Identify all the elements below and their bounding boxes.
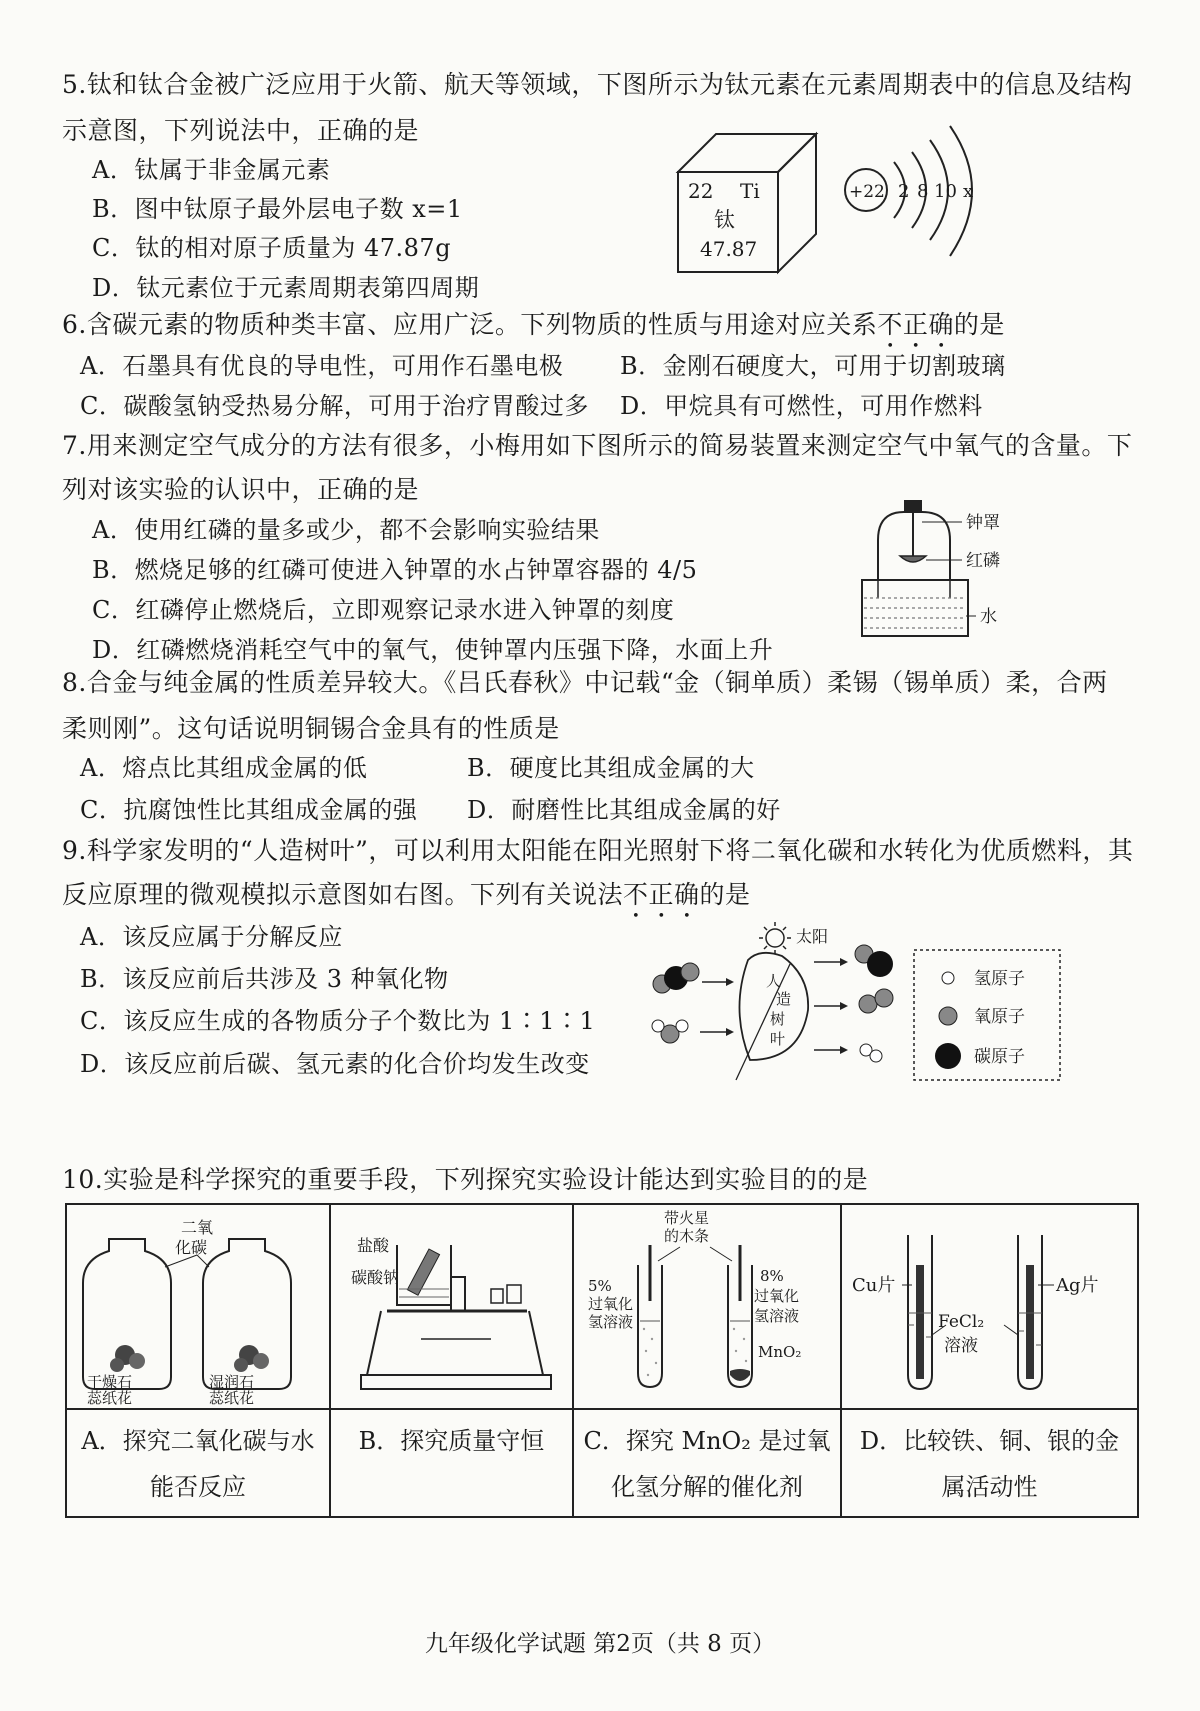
q5-option-a: A．钛属于非金属元素 xyxy=(92,156,331,184)
q7-option-c: C．红磷停止燃烧后，立即观察记录水进入钟罩的刻度 xyxy=(92,596,675,624)
q9-option-a: A．该反应属于分解反应 xyxy=(80,923,343,951)
q9-stem-line1: 9.科学家发明的“人造树叶”，可以利用太阳能在阳光照射下将二氧化碳和水转化为优质燃料，其 xyxy=(62,836,1134,865)
q5-stem-line2: 示意图，下列说法中，正确的是 xyxy=(62,116,420,145)
element-mass: 47.87 xyxy=(700,237,758,261)
q9-option-d: D．该反应前后碳、氢元素的化合价均发生改变 xyxy=(80,1050,590,1078)
q10-cell-d xyxy=(842,1205,1137,1516)
label-bell: 钟罩 xyxy=(966,513,1000,533)
q9-stem-post: 的是 xyxy=(699,880,751,909)
q8-option-c: C．抗腐蚀性比其组成金属的强 xyxy=(80,796,418,824)
q10-a-figure xyxy=(67,1205,329,1410)
b-test-tube xyxy=(407,1249,439,1295)
label-phosphorus: 红磷 xyxy=(966,551,1000,571)
c-left-label-3: 氢溶液 xyxy=(588,1313,634,1331)
q10-cell-a xyxy=(67,1205,331,1516)
h2-molecule-product xyxy=(860,1044,882,1062)
legend-carbon: 碳原子 xyxy=(974,1047,1025,1067)
c-mno2-solid xyxy=(730,1369,750,1381)
sun-label: 太阳 xyxy=(796,927,829,946)
b-acid-label: 盐酸 xyxy=(357,1236,390,1255)
q10-options-table xyxy=(65,1203,1139,1518)
a-gas-label-1: 二氧 xyxy=(181,1218,214,1237)
q9-option-b: B．该反应前后共涉及 3 种氧化物 xyxy=(80,965,449,993)
c-splint-label-1: 带火星 xyxy=(664,1209,710,1227)
d-ag-strip xyxy=(1026,1265,1034,1379)
sun-icon xyxy=(759,922,791,954)
q9-stem-emphasis: 不正确 xyxy=(623,880,700,909)
shell-2: 8 xyxy=(917,181,929,202)
q6-stem-post: 的是 xyxy=(953,310,1005,339)
q9-stem-line2 xyxy=(62,877,751,924)
o2-molecule-product xyxy=(859,989,893,1013)
c-left-label-2: 过氧化 xyxy=(588,1295,634,1313)
q10-stem: 10.实验是科学探究的重要手段，下列探究实验设计能达到实验目的的是 xyxy=(62,1165,869,1194)
q10-option-c: C．探究 MnO₂ 是过氧化氢分解的催化剂 xyxy=(583,1427,831,1501)
legend-hydrogen: 氢原子 xyxy=(974,969,1025,989)
leaf-char-4: 叶 xyxy=(770,1030,786,1048)
page-footer: 九年级化学试题 第2页（共 8 页） xyxy=(424,1631,776,1657)
q8-stem-line1: 8.合金与纯金属的性质差异较大。《吕氏春秋》中记载“金（铜单质）柔锡（锡单质）柔，合两 xyxy=(62,668,1108,697)
co-molecule-product xyxy=(855,945,893,977)
stopper xyxy=(904,500,922,512)
q7-stem-line2: 列对该实验的认识中，正确的是 xyxy=(62,475,420,504)
q5-option-d: D．钛元素位于元素周期表第四周期 xyxy=(92,274,480,302)
q6-option-b: B．金刚石硬度大，可用于切割玻璃 xyxy=(620,352,1006,380)
q8-option-a: A．熔点比其组成金属的低 xyxy=(80,754,368,782)
a-right-label-1: 湿润石 xyxy=(209,1373,255,1391)
q6-option-d: D．甲烷具有可燃性，可用作燃料 xyxy=(620,392,983,420)
d-sol-label-2: 溶液 xyxy=(944,1336,978,1356)
co2-molecule-left xyxy=(653,963,699,993)
c-right-label-1: 8% xyxy=(760,1267,784,1285)
q6-stem-emphasis: 不正确 xyxy=(877,310,954,339)
c-mno2-label: MnO₂ xyxy=(758,1343,802,1361)
q9-option-c: C．该反应生成的各物质分子个数比为 1∶1∶1 xyxy=(80,1007,596,1035)
q7-option-a: A．使用红磷的量多或少，都不会影响实验结果 xyxy=(92,516,600,544)
q6-stem xyxy=(62,307,1005,354)
phosphorus-spoon xyxy=(900,556,926,562)
c-right-label-3: 氢溶液 xyxy=(754,1307,800,1325)
a-left-label-2: 蕊纸花 xyxy=(87,1389,133,1405)
atom-structure xyxy=(845,126,973,256)
bell-jar-apparatus xyxy=(858,498,1068,658)
q8-stem-line2: 柔则刚”。这句话说明铜锡合金具有的性质是 xyxy=(62,714,560,743)
b-balance-base xyxy=(361,1375,551,1389)
element-symbol: Ti xyxy=(740,179,760,203)
q8-option-d: D．耐磨性比其组成金属的好 xyxy=(467,796,781,824)
q10-c-figure xyxy=(574,1205,840,1410)
q10-option-b: B．探究质量守恒 xyxy=(358,1427,545,1455)
q6-option-a: A．石墨具有优良的导电性，可用作石墨电极 xyxy=(80,352,564,380)
q7-option-d: D．红磷燃烧消耗空气中的氧气，使钟罩内压强下降，水面上升 xyxy=(92,636,774,664)
q10-cell-b xyxy=(331,1205,574,1516)
d-sol-label-1: FeCl₂ xyxy=(938,1312,985,1332)
d-cu-strip xyxy=(916,1265,924,1379)
atom-legend xyxy=(912,948,1062,1082)
legend-oxygen: 氧原子 xyxy=(974,1007,1025,1027)
element-number: 22 xyxy=(688,179,714,203)
h2o-molecule-left xyxy=(652,1020,688,1043)
shell-3: 10 xyxy=(934,181,957,202)
q6-option-c: C．碳酸氢钠受热易分解，可用于治疗胃酸过多 xyxy=(80,392,589,420)
leaf-char-2: 造 xyxy=(776,990,792,1008)
q7-stem-line1: 7.用来测定空气成分的方法有很多，小梅用如下图所示的简易装置来测定空气中氧气的含量。下 xyxy=(62,431,1133,460)
shell-1: 2 xyxy=(898,181,910,202)
a-right-label-2: 蕊纸花 xyxy=(209,1389,255,1405)
q6-stem-pre: 6.含碳元素的物质种类丰富、应用广泛。下列物质的性质与用途对应关系 xyxy=(62,310,878,339)
artificial-leaf-diagram xyxy=(640,920,910,1100)
atom-nucleus: +22 xyxy=(849,182,885,202)
paper-flower-wet xyxy=(234,1345,269,1372)
a-gas-label-2: 化碳 xyxy=(175,1238,208,1257)
q10-cell-c xyxy=(574,1205,842,1516)
paper-flower-dry xyxy=(110,1345,145,1372)
label-water: 水 xyxy=(980,607,997,627)
q5-option-c: C．钛的相对原子质量为 47.87g xyxy=(92,234,452,262)
leaf-char-1: 人 xyxy=(766,972,782,990)
q8-option-b: B．硬度比其组成金属的大 xyxy=(467,754,755,782)
a-left-label-1: 干燥石 xyxy=(87,1373,133,1391)
q10-option-d: D．比较铁、铜、银的金属活动性 xyxy=(859,1427,1120,1501)
d-ag-label: Ag片 xyxy=(1056,1275,1099,1296)
q5-option-b: B．图中钛原子最外层电子数 x=1 xyxy=(92,195,463,223)
q10-d-figure xyxy=(842,1205,1137,1410)
leaf-char-3: 树 xyxy=(770,1010,786,1028)
d-cu-label: Cu片 xyxy=(852,1275,896,1296)
q5-stem-line1: 5.钛和钛合金被广泛应用于火箭、航天等领域，下图所示为钛元素在元素周期表中的信息及结构 xyxy=(62,70,1133,99)
b-salt-label: 碳酸钠 xyxy=(351,1268,400,1287)
shell-4: x xyxy=(963,181,974,202)
c-left-label-1: 5% xyxy=(588,1277,612,1295)
q10-b-figure xyxy=(331,1205,572,1410)
q7-option-b: B．燃烧足够的红磷可使进入钟罩的水占钟罩容器的 4/5 xyxy=(92,556,698,584)
c-right-label-2: 过氧化 xyxy=(754,1287,800,1305)
q9-stem-pre: 反应原理的微观模拟示意图如右图。下列有关说法 xyxy=(62,880,624,909)
titanium-figure xyxy=(668,122,1148,292)
element-name: 钛 xyxy=(714,208,735,232)
c-splint-label-2: 的木条 xyxy=(664,1227,710,1245)
q10-option-a: A．探究二氧化碳与水能否反应 xyxy=(81,1427,315,1501)
